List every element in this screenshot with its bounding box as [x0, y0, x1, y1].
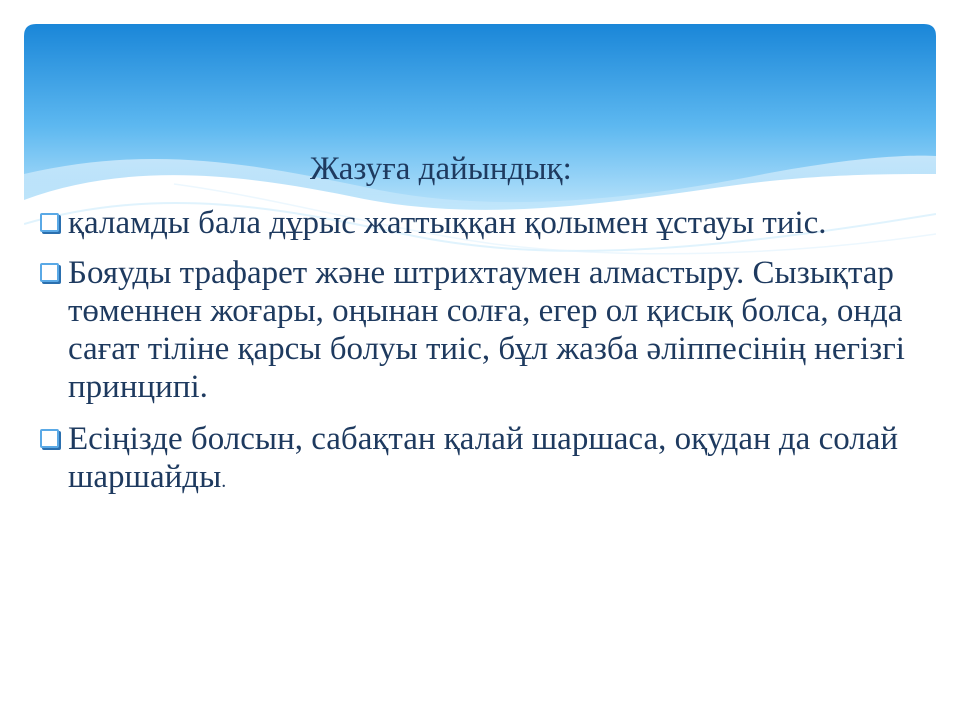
bullet-item	[38, 254, 918, 406]
bullet-text	[68, 420, 918, 500]
bullet-list	[38, 204, 918, 512]
slide-title: Жазуға дайындық:	[310, 151, 572, 187]
bullet-text-main: Есіңізде болсын, сабақтан қалай шаршаса, оқудан да солай шаршайды	[68, 421, 899, 495]
bullet-text: Бояуды трафарет және штрихтаумен алмастыру. Сызықтар төменнен жоғары, оңынан солға, егер ол қисық болса, онда сағат тіліне қарсы болуы тиіс, бұл жазба әліппесінің негізгі принципі.	[68, 255, 905, 405]
square-bullet-icon	[40, 429, 59, 448]
square-bullet-icon	[40, 213, 59, 232]
square-bullet-icon	[40, 263, 59, 282]
bullet-text: қаламды бала дұрыс жаттыққан қолымен ұстауы тиіс.	[68, 205, 827, 241]
bullet-text-suffix: .	[221, 470, 227, 492]
bullet-item	[38, 420, 918, 500]
bullet-item	[38, 204, 918, 242]
